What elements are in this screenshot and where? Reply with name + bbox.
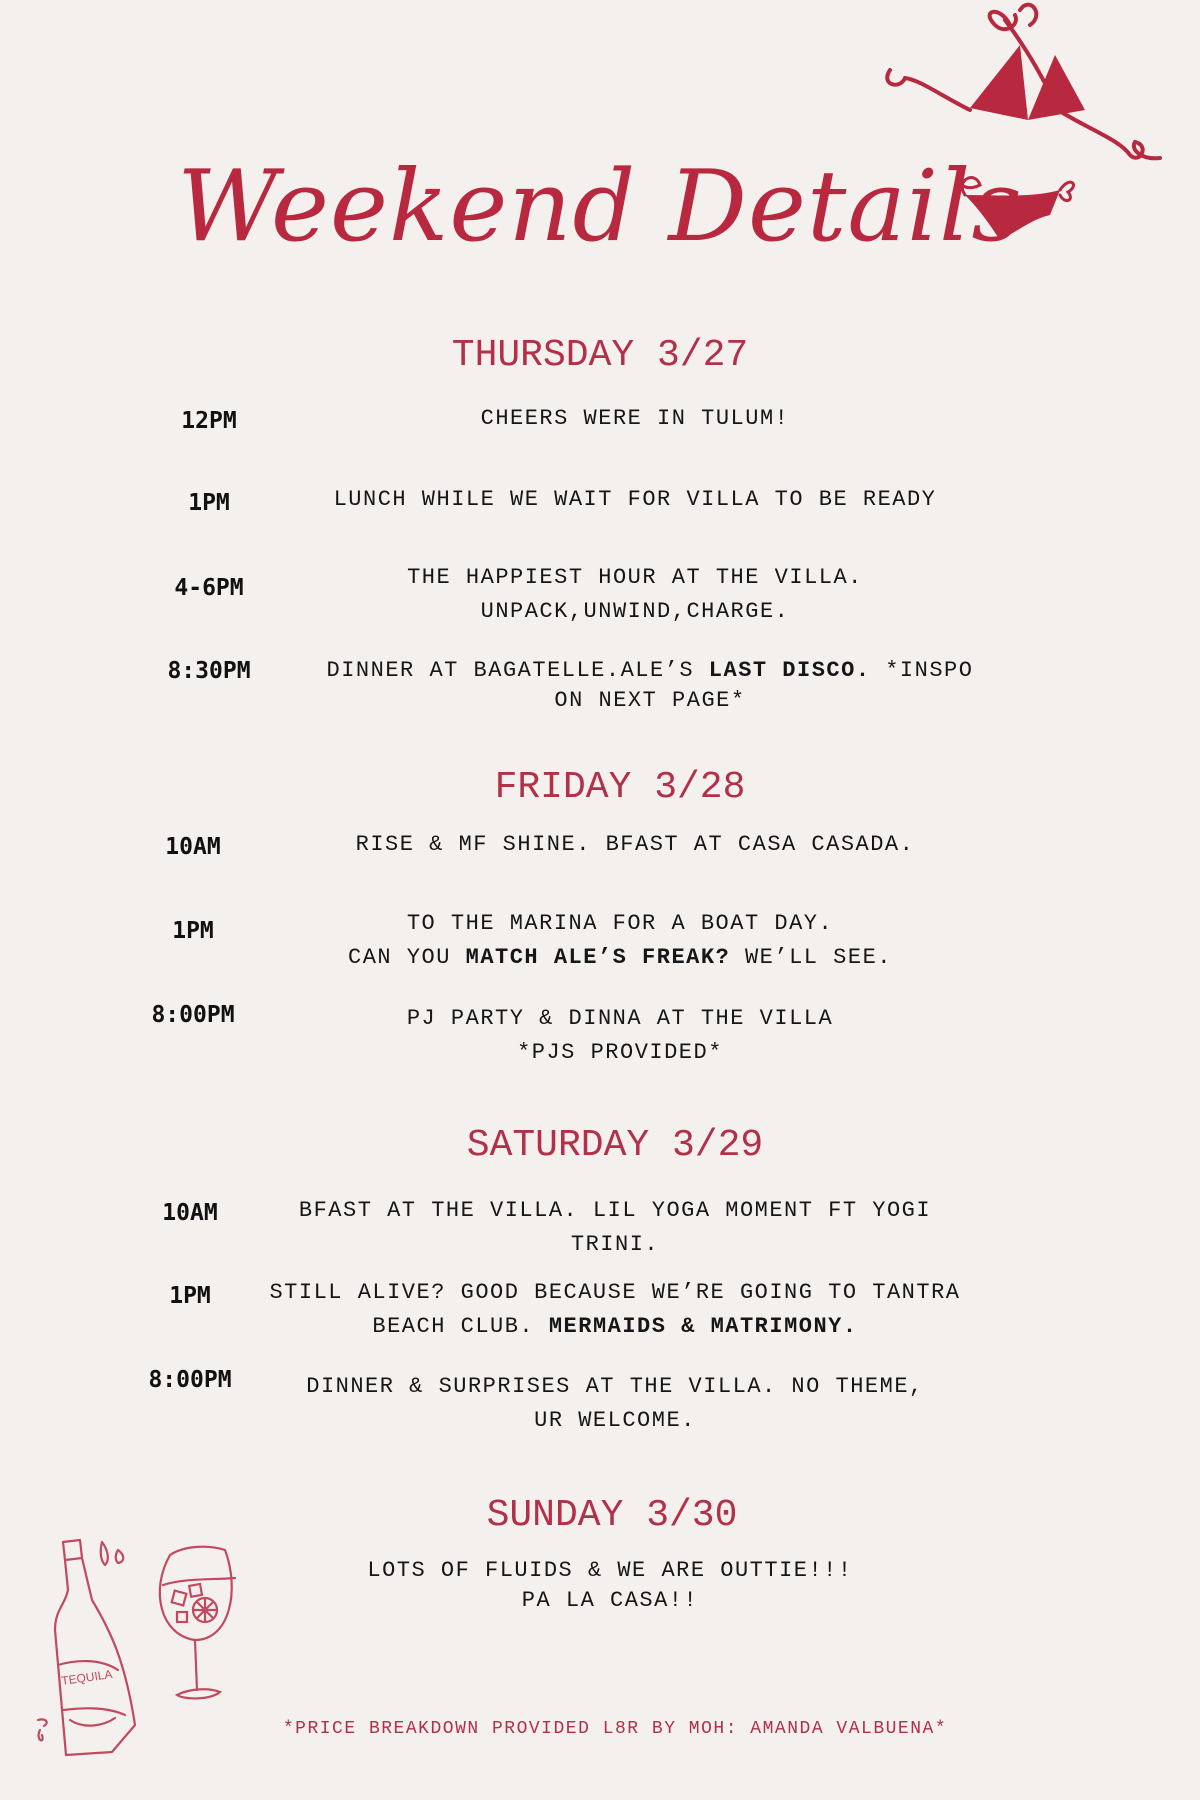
- event-description: DINNER AT BAGATELLE.ALE’S LAST DISCO. *INSPO ON NEXT PAGE*: [326, 658, 974, 713]
- day-heading-sunday: SUNDAY 3/30: [486, 1494, 738, 1537]
- event-time: 1PM: [188, 490, 230, 516]
- page-title: Weekend Details: [177, 150, 1023, 264]
- event-description: STILL ALIVE? GOOD BECAUSE WE’RE GOING TO TANTRA BEACH CLUB. MERMAIDS & MATRIMONY.: [269, 1280, 961, 1339]
- day-heading-saturday: SATURDAY 3/29: [466, 1124, 764, 1167]
- event-time: 12PM: [181, 408, 237, 434]
- event-description: LUNCH WHILE WE WAIT FOR VILLA TO BE READY: [333, 487, 937, 512]
- event-time: 10AM: [165, 834, 221, 860]
- event-description: PJ PARTY & DINNA AT THE VILLA *PJS PROVIDED*: [406, 1006, 834, 1065]
- event-time: 8:00PM: [148, 1367, 232, 1393]
- footer-note: *PRICE BREAKDOWN PROVIDED L8R BY MOH: AMANDA VALBUENA*: [282, 1719, 948, 1739]
- event-description: LOTS OF FLUIDS & WE ARE OUTTIE!!! PA LA CASA!!: [367, 1558, 853, 1613]
- event-description: BFAST AT THE VILLA. LIL YOGA MOMENT FT YOGI TRINI.: [298, 1198, 932, 1257]
- event-time: 1PM: [172, 918, 214, 944]
- event-time: 10AM: [162, 1200, 218, 1226]
- event-description: CHEERS WERE IN TULUM!: [480, 406, 790, 431]
- event-time: 8:00PM: [151, 1002, 235, 1028]
- bikini-top-icon: [880, 0, 1165, 175]
- day-heading-friday: FRIDAY 3/28: [494, 766, 746, 809]
- day-heading-thursday: THURSDAY 3/27: [451, 334, 749, 377]
- event-time: 8:30PM: [167, 658, 251, 684]
- event-description: TO THE MARINA FOR A BOAT DAY. CAN YOU MATCH ALE’S FREAK? WE’LL SEE.: [348, 911, 892, 970]
- event-description: THE HAPPIEST HOUR AT THE VILLA. UNPACK,UNWIND,CHARGE.: [407, 565, 863, 624]
- svg-text:TEQUILA: TEQUILA: [60, 1666, 114, 1688]
- event-time: 1PM: [169, 1283, 211, 1309]
- event-time: 4-6PM: [174, 575, 244, 601]
- event-description: DINNER & SURPRISES AT THE VILLA. NO THEME, UR WELCOME.: [306, 1374, 924, 1433]
- wine-glass-icon: [155, 1540, 245, 1710]
- event-description: RISE & MF SHINE. BFAST AT CASA CASADA.: [355, 832, 915, 857]
